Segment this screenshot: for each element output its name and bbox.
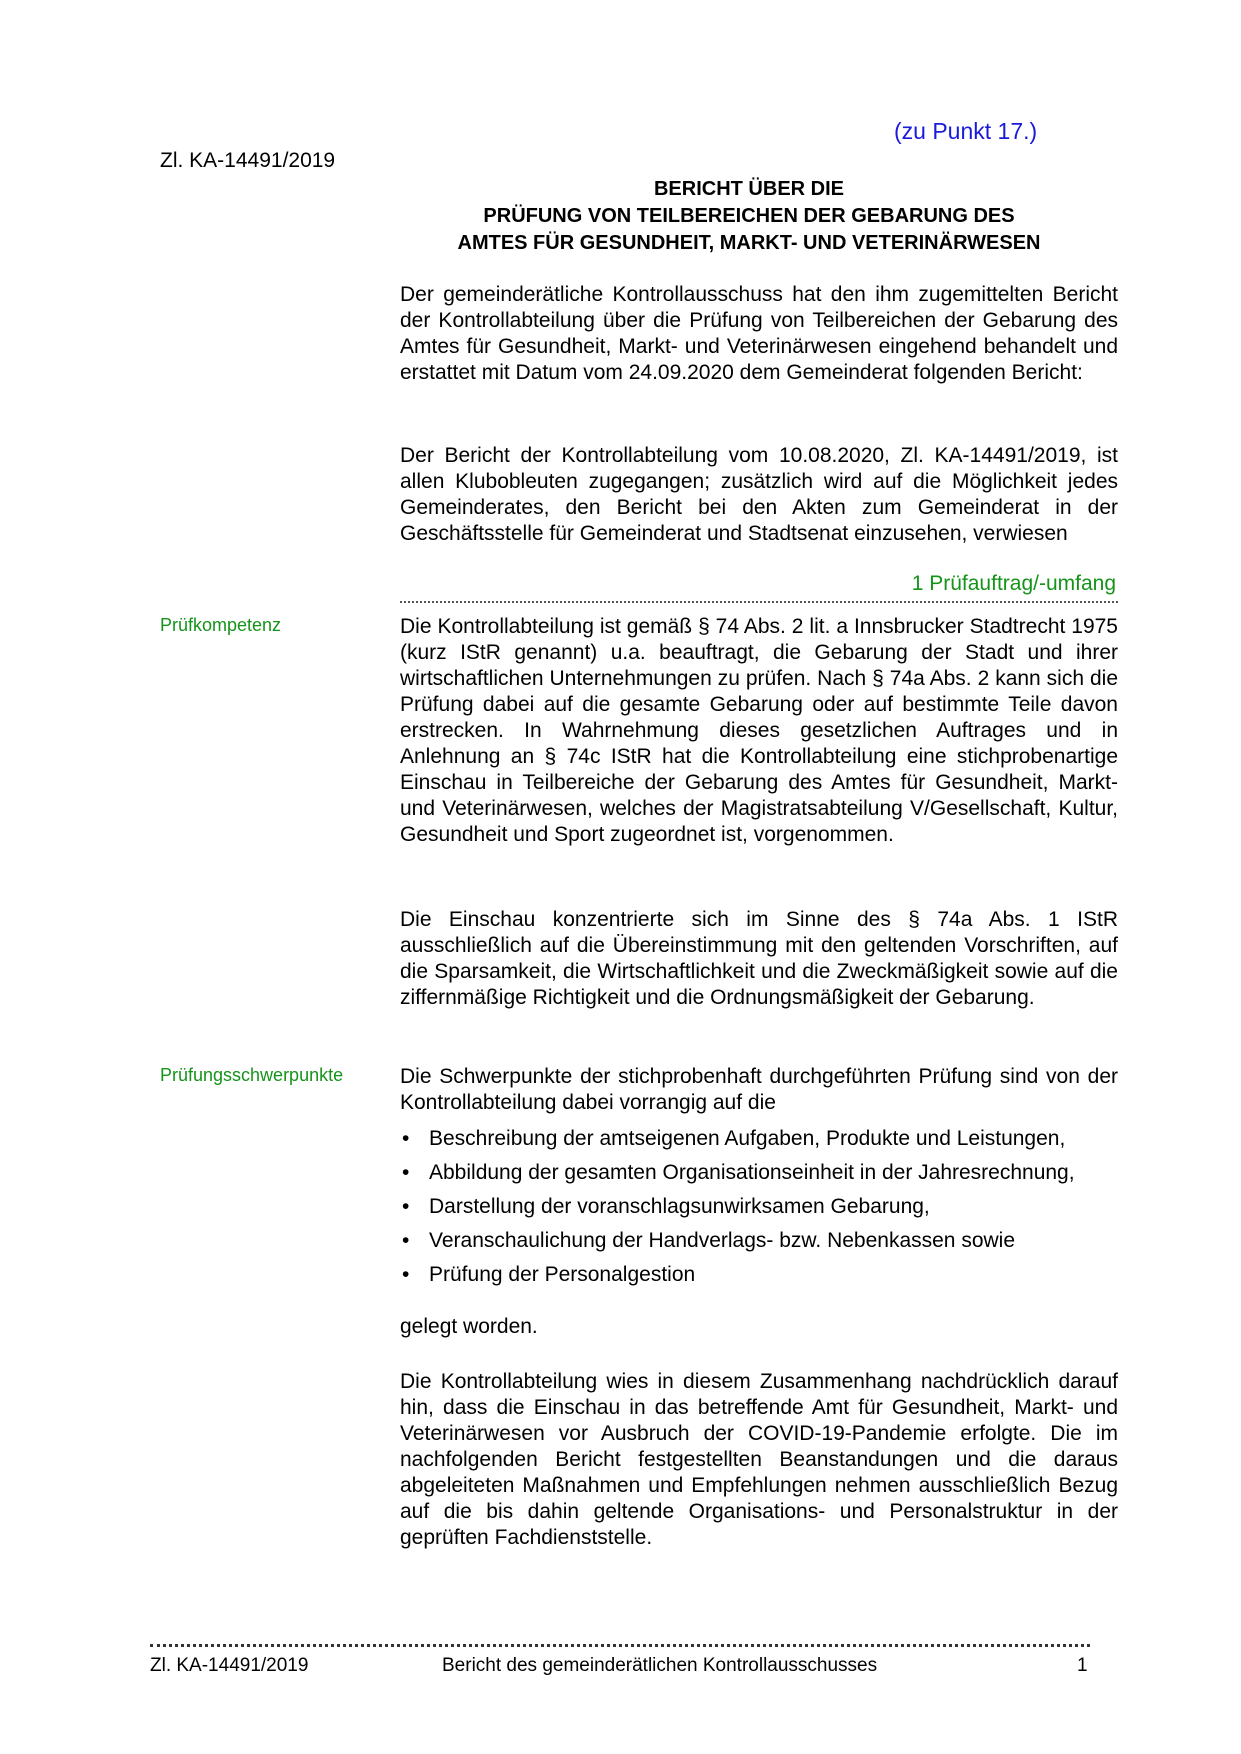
footer-file-reference: Zl. KA-14491/2019 [150,1655,309,1676]
bullet-icon: • [402,1229,410,1252]
bullet-icon: • [402,1127,410,1150]
section-divider [400,601,1118,603]
side-label-pruefungsschwerpunkte: Prüfungsschwerpunkte [160,1065,344,1085]
footer-title: Bericht des gemeinderätlichen Kontrollausschusses [442,1655,878,1676]
title-line-3: AMTES FÜR GESUNDHEIT, MARKT- UND VETERINÄRWESEN [457,232,1041,254]
distribution-paragraph: Der Bericht der Kontrollabteilung vom 10.08.2020, Zl. KA-14491/2019, ist allen Klubobleuten zugegangen; zusätzlich wird auf die Möglichkeit jedes Gemeinderates, den Bericht bei den Akten zum Gemeinderat in der Geschäftsstelle für Gemeinderat und Stadtsenat einzusehen, verwiesen [400,444,1118,545]
title-line-1: BERICHT ÜBER DIE [653,178,844,200]
intro-paragraph: Der gemeinderätliche Kontrollausschuss hat den ihm zugemittelten Bericht der Kontrollabteilung über die Prüfung von Teilbereichen der Gebarung des Amtes für Gesundheit, Markt- und Veterinärwesen eingehend behandelt und erstattet mit Datum vom 24.09.2020 dem Gemeinderat folgenden Bericht: [400,283,1118,384]
bullet-icon: • [402,1195,410,1218]
section-heading: 1 Prüfauftrag/-umfang [911,572,1116,595]
file-reference: Zl. KA-14491/2019 [160,149,336,172]
list-item: • Beschreibung der amtseigenen Aufgaben, Produkte und Leistungen, [402,1127,1066,1150]
after-bullets-text: gelegt worden. [400,1315,538,1338]
agenda-item-note: (zu Punkt 17.) [894,118,1038,144]
page-number: 1 [1077,1655,1088,1676]
focus-paragraph: Die Schwerpunkte der stichprobenhaft durchgeführten Prüfung sind von der Kontrollabteilung dabei vorrangig auf die [400,1065,1118,1114]
competence-paragraph: Die Kontrollabteilung ist gemäß § 74 Abs. 2 lit. a Innsbrucker Stadtrecht 1975 (kurz IStR genannt) u.a. beauftragt, die Gebarung der Stadt und ihrer wirtschaftlichen Unternehmungen zu prüfen. Nach § 74a Abs. 2 kann sich die Prüfung dabei auf die gesamte Gebarung oder auf bestimmte Teile davon erstrecken. In Wahrnehmung dieses gesetzlichen Auftrages und in Anlehnung an § 74c IStR hat die Kontrollabteilung eine stichprobenartige Einschau in Teilbereiche der Gebarung des Amtes für Gesundheit, Markt- und Veterinärwesen, welches der Magistratsabteilung V/Gesellschaft, Kultur, Gesundheit und Sport zugeordnet ist, vorgenommen. [400,615,1118,846]
list-item: • Darstellung der voranschlagsunwirksamen Gebarung, [402,1195,930,1218]
footer-divider [150,1644,1090,1647]
list-item: • Abbildung der gesamten Organisationseinheit in der Jahresrechnung, [402,1161,1075,1184]
side-label-pruefkompetenz: Prüfkompetenz [160,615,282,635]
focus-bullet-list [400,1126,1118,1296]
bullet-icon: • [402,1161,410,1184]
closing-paragraph: Die Kontrollabteilung wies in diesem Zusammenhang nachdrücklich darauf hin, dass die Einschau in das betreffende Amt für Gesundheit, Markt- und Veterinärwesen vor Ausbruch der COVID-19-Pandemie erfolgte. Die im nachfolgenden Bericht festgestellten Beanstandungen und die daraus abgeleiteten Maßnahmen und Empfehlungen nehmen ausschließlich Bezug auf die bis dahin geltende Organisations- und Personalstruktur in der geprüften Fachdienststelle. [400,1370,1118,1549]
scope-paragraph: Die Einschau konzentrierte sich im Sinne des § 74a Abs. 1 IStR ausschließlich auf die Übereinstimmung mit den geltenden Vorschriften, auf die Sparsamkeit, die Wirtschaftlichkeit und die Zweckmäßigkeit sowie auf die ziffernmäßige Richtigkeit und die Ordnungsmäßigkeit der Gebarung. [400,908,1118,1009]
title-line-2: PRÜFUNG VON TEILBEREICHEN DER GEBARUNG DES [483,205,1015,227]
list-item: • Veranschaulichung der Handverlags- bzw. Nebenkassen sowie [402,1229,1016,1252]
report-title [380,176,1118,257]
bullet-icon: • [402,1263,410,1286]
list-item: • Prüfung der Personalgestion [402,1263,696,1286]
